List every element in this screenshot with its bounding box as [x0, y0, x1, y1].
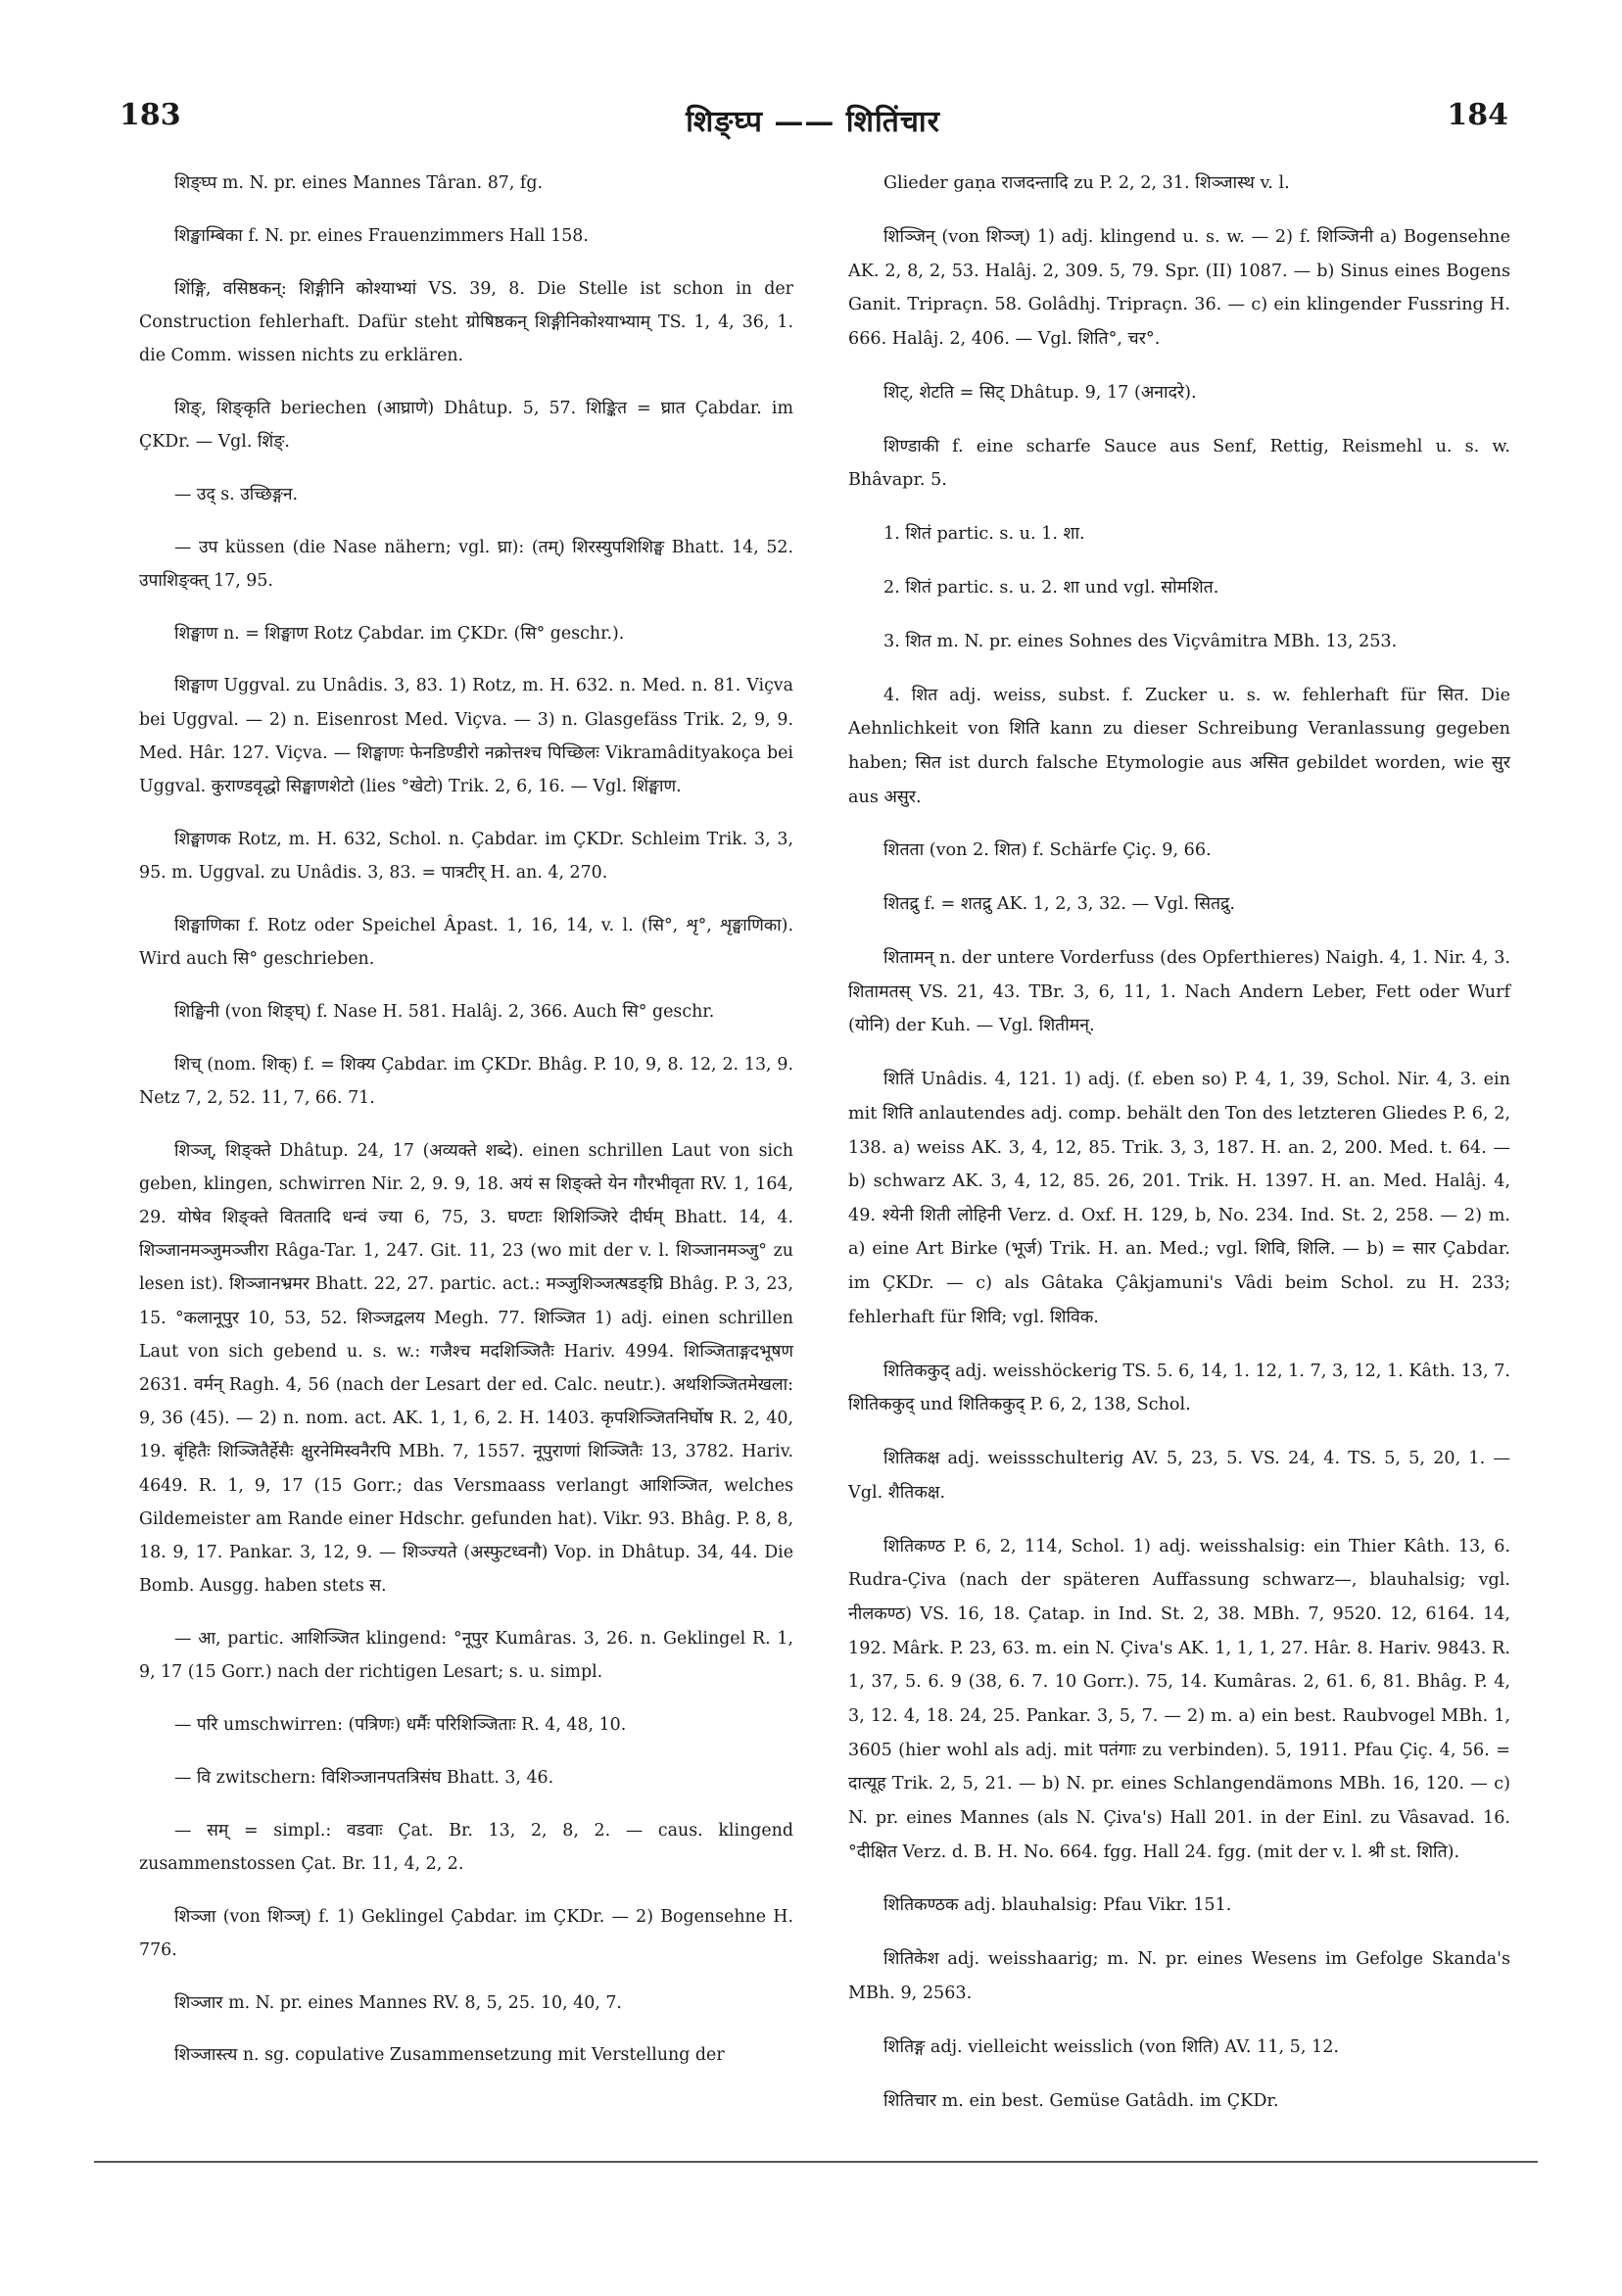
dictionary-entry: शिङ्घाणिका f. Rotz oder Speichel Âpast. 1, 16, 14, v. l. (सि°, शृ°, शृङ्घाणिका). Wird auch सि° geschrieben. [139, 915, 793, 969]
dictionary-entry: शिञ्जास्त्य n. sg. copulative Zusammensetzung mit Verstellung der [174, 2045, 725, 2066]
dictionary-entry: शितिं Unâdis. 4, 121. 1) adj. (f. eben so) P. 4, 1, 39, Schol. Nir. 4, 3. ein mit शिति anlautendes adj. comp. behält den Ton des letzteren Gliedes P. 6, 2, 138. a) weiss AK. 3, 4, 12, 85. Trik. 3, 3, 187. H. an. 2, 200. Med. t. 64. — b) schwarz AK. 3, 4, 12, 85. 26, 201. Trik. H. 1397. H. an. Med. Halâj. 4, 49. श्येनी शिती लोहिनी Verz. d. Oxf. H. 129, b, No. 234. Ind. St. 2, 258. — 2) m. a) eine Art Birke (भूर्ज) Trik. H. an. Med.; vgl. शिवि, शिलि. — b) = सार Çabdar. im ÇKDr. — c) als Gâtaka Çâkjamuni's Vâdi beim Schol. zu H. 233; fehlerhaft für शिवि; vgl. शिविक. [848, 1070, 1510, 1327]
dictionary-entry: 2. शितं partic. s. u. 2. शा und vgl. सोमशित. [883, 577, 1219, 598]
running-head: शिङ्घ्प —— शितिंचार [686, 105, 940, 139]
dictionary-entry: शिच् (nom. शिक्) f. = शिक्य Çabdar. im ÇKDr. Bhâg. P. 10, 9, 8. 12, 2. 13, 9. Netz 7, 2, 52. 11, 7, 66. 71. [139, 1054, 793, 1108]
dictionary-entry: शिङ्घिनी (von शिङ्घ्) f. Nase H. 581. Halâj. 2, 366. Auch सि° geschr. [174, 1001, 715, 1022]
dictionary-entry: — वि zwitschern: विशिञ्जानपतत्रिसंघ Bhatt. 3, 46. [174, 1767, 554, 1788]
dictionary-entry: शिङ्घाण n. = शिङ्घाण Rotz Çabdar. im ÇKDr. (सि° geschr.). [174, 623, 625, 644]
dictionary-entry: शितिकण्ठक adj. blauhalsig: Pfau Vikr. 151. [883, 1895, 1232, 1916]
dictionary-entry: शिङ्घाणक Rotz, m. H. 632, Schol. n. Çabdar. im ÇKDr. Schleim Trik. 3, 3, 95. m. Uggval. zu Unâdis. 3, 83. = पात्रटीर् H. an. 4, 270. [139, 829, 793, 883]
dictionary-entry: शिंङ्गि, वसिष्ठकन्: शिङ्गीनि कोश्याभ्यां VS. 39, 8. Die Stelle ist schon in der Construction fehlerhaft. Dafür steht ग्रोषिष्ठकन् शिङ्गीनिकोश्याभ्याम् TS. 1, 4, 36, 1. die Comm. wissen nichts zu erklären. [139, 278, 793, 365]
dictionary-entry: — सम् = simpl.: वडवाः Çat. Br. 13, 2, 8, 2. — caus. klingend zusammenstossen Çat. Br. 11, 4, 2, 2. [139, 1820, 793, 1874]
footer-rule [94, 2161, 1538, 2163]
dictionary-entry: शितामन् n. der untere Vorderfuss (des Opferthieres) Naigh. 4, 1. Nir. 4, 3. शितामतस् VS. 21, 43. TBr. 3, 6, 11, 1. Nach Andern Leber, Fett oder Wurf (योनि) der Kuh. — Vgl. शितीमन्. [848, 948, 1510, 1036]
dictionary-entry: शिण्डाकी f. eine scharfe Sauce aus Senf, Rettig, Reismehl u. s. w. Bhâvapr. 5. [848, 436, 1510, 491]
dictionary-entry: 1. शितं partic. s. u. 1. शा. [883, 524, 1085, 544]
dictionary-entry: शितता (von 2. शित) f. Schärfe Çiç. 9, 66. [883, 840, 1212, 861]
dictionary-entry: शिञ्जार m. N. pr. eines Mannes RV. 8, 5, 25. 10, 40, 7. [174, 1992, 622, 2013]
dictionary-entry: शितिकक्ष adj. weissschulterig AV. 5, 23, 5. VS. 24, 4. TS. 5, 5, 20, 1. — Vgl. शैतिकक्ष. [848, 1449, 1510, 1503]
dictionary-entry: शितिचार m. ein best. Gemüse Gatâdh. im ÇKDr. [883, 2090, 1279, 2111]
dictionary-entry: 4. शित adj. weiss, subst. f. Zucker u. s. w. fehlerhaft für सित. Die Aehnlichkeit von शिति kann zu dieser Schreibung Veranlassung gegeben haben; सित ist durch falsche Etymologie aus असित gebildet worden, wie सुर aus असुर. [848, 685, 1510, 807]
dictionary-entry: शिट्, शेटति = सिट् Dhâtup. 9, 17 (अनादरे). [883, 382, 1197, 403]
dictionary-entry: — उप küssen (die Nase nähern; vgl. घ्रा): (तम्) शिरस्युपशिशिङ्घ Bhatt. 14, 52. उपाशिङ्क्त् 17, 95. [139, 537, 793, 591]
dictionary-entry: शिङ्, शिङ्कृति beriechen (आघ्राणे) Dhâtup. 5, 57. शिङ्कित = घ्रात Çabdar. im ÇKDr. — Vgl. शिंङ्. [139, 398, 793, 452]
dictionary-entry: — उद् s. उच्छिङ्गन. [174, 484, 299, 504]
right-column [848, 167, 1510, 2137]
dictionary-entry: शितिकेश adj. weisshaarig; m. N. pr. eines Wesens im Gefolge Skanda's MBh. 9, 2563. [848, 1949, 1510, 2003]
dictionary-entry: शिञ्जिन् (von शिञ्ज्) 1) adj. klingend u. s. w. — 2) f. शिञ्जिनी a) Bogensehne AK. 2, 8, 2, 53. Halâj. 2, 309. 5, 79. Spr. (II) 1087. — b) Sinus eines Bogens Ganit. Tripraçn. 58. Golâdhj. Tripraçn. 36. — c) ein klingender Fussring H. 666. Halâj. 2, 406. — Vgl. शिति°, चर°. [848, 226, 1510, 349]
page-number-left: 183 [119, 98, 181, 132]
dictionary-entry: शितिककुद् adj. weisshöckerig TS. 5. 6, 14, 1. 12, 1. 7, 3, 12, 1. Kâth. 13, 7. शितिककुद् und शितिककुद् P. 6, 2, 138, Schol. [848, 1361, 1510, 1415]
dictionary-entry: शिङ्खाम्बिका f. N. pr. eines Frauenzimmers Hall 158. [174, 225, 589, 246]
dictionary-entry: — परि umschwirren: (पत्रिणः) धर्मैः परिशिञ्जिताः R. 4, 48, 10. [174, 1715, 627, 1736]
dictionary-entry: — आ, partic. आशिञ्जित klingend: °नूपुर Kumâras. 3, 26. n. Geklingel R. 1, 9, 17 (15 Gorr.) nach der richtigen Lesart; s. u. simpl. [139, 1629, 793, 1683]
dictionary-entry: शितिकण्ठ P. 6, 2, 114, Schol. 1) adj. weisshalsig: ein Thier Kâth. 13, 6. Rudra-Çiva (nach der späteren Auffassung schwarz—, blauhalsig; vgl. नीलकण्ठ) VS. 16, 18. Çatap. in Ind. St. 2, 38. MBh. 7, 9520. 12, 6164. 14, 192. Mârk. P. 23, 63. m. ein N. Çiva's AK. 1, 1, 1, 27. Hâr. 8. Hariv. 9843. R. 1, 37, 5. 6. 9 (38, 6. 7. 10 Gorr.). 75, 14. Kumâras. 2, 61. 6, 81. Bhâg. P. 4, 3, 12. 4, 18. 24, 25. Pankar. 3, 5, 7. — 2) m. a) ein best. Raubvogel MBh. 1, 3605 (hier wohl als adj. mit पतंगाः zu verbinden). 5, 1911. Pfau Çiç. 4, 56. = दात्यूह Trik. 2, 5, 21. — b) N. pr. eines Schlangendämons MBh. 16, 120. — c) N. pr. eines Mannes (als N. Çiva's) Hall 201. in der Einl. zu Vâsavad. 16. °दीक्षित Verz. d. B. H. No. 664. fgg. Hall 24. fgg. (mit der v. l. श्री st. शिति). [848, 1536, 1510, 1862]
dictionary-entry: शितिङ्ग adj. vielleicht weisslich (von शिति) AV. 11, 5, 12. [883, 2036, 1339, 2057]
dictionary-entry: 3. शित m. N. pr. eines Sohnes des Viçvâmitra MBh. 13, 253. [883, 631, 1398, 651]
dictionary-entry: शिङ्घ्प m. N. pr. eines Mannes Târan. 87, fg. [174, 173, 544, 193]
left-column [139, 167, 793, 2091]
dictionary-entry: शिञ्ज्, शिङ्क्ते Dhâtup. 24, 17 (अव्यक्ते शब्दे). einen schrillen Laut von sich geben, klingen, schwirren Nir. 2, 9. 9, 18. अयं स शिङ्क्ते येन गौरभीवृता RV. 1, 164, 29. योषेव शिङ्क्ते विततादि धन्वं ज्या 6, 75, 3. घण्टाः शिशिञ्जिरे दीर्घम् Bhatt. 14, 4. शिञ्जानमञ्जुमञ्जीरा Râga-Tar. 1, 247. Git. 11, 23 (wo mit der v. l. शिञ्जानमञ्जु° zu lesen ist). शिञ्जानभ्रमर Bhatt. 22, 27. partic. act.: मञ्जुशिञ्जत्षडङ्घ्रि Bhâg. P. 3, 23, 15. °कलानूपुर 10, 53, 52. शिञ्जद्वलय Megh. 77. शिञ्जित 1) adj. einen schrillen Laut von sich gebend u. s. w.: गजैश्च मदशिञ्जितैः Hariv. 4994. शिञ्जिताङ्गदभूषण 2631. वर्मन् Ragh. 4, 56 (nach der Lesart der ed. Calc. neutr.). अथशिञ्जितमेखला: 9, 36 (45). — 2) n. nom. act. AK. 1, 1, 6, 2. H. 1403. कृपशिञ्जितनिर्घोष R. 2, 40, 19. बृंहितैः शिञ्जितैर्हेसैः क्षुरनेमिस्वनैरपि MBh. 7, 1557. नूपुराणां शिञ्जितैः 13, 3782. Hariv. 4649. R. 1, 9, 17 (15 Gorr.; das Versmaass verlangt आशिञ्जित, welches Gildemeister am Rande einer Hdschr. gefunden hat). Vikr. 93. Bhâg. P. 8, 8, 18. 9, 17. Pankar. 3, 12, 9. — शिञ्ज्यते (अस्फुटध्वनौ) Vop. in Dhâtup. 34, 44. Die Bomb. Ausgg. haben stets स. [139, 1140, 793, 1597]
dictionary-entry: शिङ्घाण Uggval. zu Unâdis. 3, 83. 1) Rotz, m. H. 632. n. Med. n. 81. Viçva bei Uggval. — 2) n. Eisenrost Med. Viçva. — 3) n. Glasgefäss Trik. 2, 9, 9. Med. Hâr. 127. Viçva. — शिङ्घाणः फेनडिण्डीरो नक्रोत्तश्च पिच्छिलः Vikramâdityakoça bei Uggval. कुराण्डवृद्धो सिङ्घाणशेटो (lies °खेटो) Trik. 2, 6, 16. — Vgl. शिंङ्घाण. [139, 676, 793, 796]
dictionary-entry: Glieder gaṇa राजदन्तादि zu P. 2, 2, 31. शिञ्जास्थ v. l. [883, 173, 1290, 193]
dictionary-entry: शिञ्जा (von शिञ्ज्) f. 1) Geklingel Çabdar. im ÇKDr. — 2) Bogensehne H. 776. [139, 1906, 793, 1960]
page-number-right: 184 [1447, 98, 1508, 132]
page-header [118, 98, 1508, 147]
dictionary-entry: शितद्रु f. = शतद्रु AK. 1, 2, 3, 32. — Vgl. सितद्रु. [883, 894, 1235, 915]
